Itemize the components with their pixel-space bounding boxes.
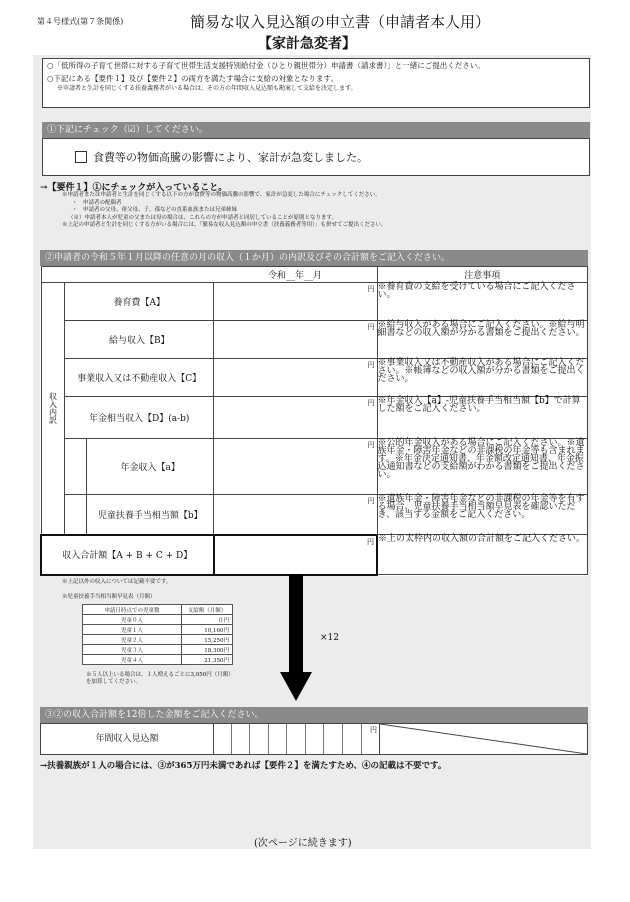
- reference-cell: 児童３人: [83, 645, 182, 655]
- row-label-total: 収入合計額【A + B + C + D】: [41, 535, 214, 575]
- yen-unit: 円: [367, 537, 375, 546]
- yen-unit: 円: [367, 441, 375, 449]
- note-pension: ※公的年金収入がある場合にご記入ください。※遺族年金・障害年金などの非課税の年金等も含まれます。※年金決定通知書、年金額改定通知書、年金振込通知書などの支給額がわかる書類をご提出ください。: [377, 439, 587, 495]
- intro-line-2: ○下記にある【要件１】及び【要件２】の両方を満たす場合に支給の対象となります。: [47, 74, 338, 83]
- notes-header: 注意事項: [377, 267, 587, 283]
- row-label-b: 給与収入【B】: [65, 321, 214, 359]
- section3-header: ③②の収入合計額を12倍した金額をご記入ください。: [40, 707, 588, 723]
- row-label-allowance: 児童扶養手当相当額【b】: [87, 495, 214, 535]
- amount-c-input[interactable]: [214, 359, 378, 397]
- intro-line-3: ※申請者と生計を同じくする扶養義務者がいる場合は、その方の年間収入見込額も勘案して支給を決定します。: [57, 85, 357, 92]
- note-c: ※事業収入又は不動産収入がある場合にご記入ください。※帳簿などの収入額が分かる書類をご提出ください。: [377, 359, 587, 397]
- row-label-pension: 年金収入【a】: [87, 439, 214, 495]
- amount-pension-input[interactable]: [214, 439, 378, 495]
- annual-income-label: 年間収入見込額: [41, 724, 214, 754]
- amount-b-input[interactable]: [214, 321, 378, 359]
- intro-box: [42, 58, 590, 108]
- section2-footnote: ※上記以外の収入については記載不要です。: [62, 579, 172, 585]
- note-a: ※養育費の支給を受けている場合にご記入ください。: [377, 283, 587, 321]
- reference-header: 支給額（月額）: [182, 605, 233, 615]
- continued-note: (次ページに続きます): [254, 838, 352, 849]
- section1-note: ・ 申請者の配偶者: [72, 199, 122, 206]
- yen-unit: 円: [370, 726, 377, 734]
- requirement1-text: →【要件１】①にチェックが入っていること。: [40, 183, 228, 193]
- yen-unit: 円: [367, 497, 375, 505]
- section1-header: ①下記にチェック（☑）してください。: [42, 122, 590, 138]
- row-label-d: 年金相当収入【D】(a-b): [65, 397, 214, 439]
- amount-allowance-input[interactable]: [214, 495, 378, 535]
- form-number: 第４号様式(第７条関係): [37, 17, 124, 26]
- intro-line-1: ○「低所得の子育て世帯に対する子育て世帯生活支援特別給付金（ひとり親世帯分）申請書（請求書）」と一緒にご提出ください。: [47, 61, 485, 70]
- section1-box: [42, 138, 590, 176]
- annual-income-input[interactable]: [213, 724, 380, 754]
- reference-note: ※５人以上いる場合は、１人増えるごとに3,050円（月額）を加算してください。: [86, 672, 234, 685]
- section1-note: ※上記の申請者と生計を同じくする方がいる場合には、「簡易な収入見込額の申立書（扶養義務者等用）」も併せてご提出ください。: [62, 222, 387, 228]
- note-allowance: ※遺族年金・障害年金などの非課税の年金等を有する場合、児童扶養手当相当額早見表を確認いただき、該当する金額をご記入ください。: [377, 495, 587, 535]
- page-title: 簡易な収入見込額の申立書（申請者本人用）: [190, 13, 491, 31]
- reference-table: [82, 604, 233, 665]
- note-total: ※上の太枠内の収入額の合計額をご記入ください。: [377, 535, 587, 575]
- reference-cell: 児童４人: [83, 655, 182, 665]
- amount-total-input[interactable]: [214, 535, 378, 575]
- note-b: ※給与収入がある場合にご記入ください。※給与明細書などの収入額が分かる書類をご提出ください。: [377, 321, 587, 359]
- income-breakdown-label: 収入内訳: [41, 283, 65, 535]
- reference-cell: 児童０人: [83, 615, 182, 625]
- section1-note: （※）申請者本人が児童の父または母の場合は、これらの方が申請者と同居していることが原則となります。: [68, 214, 338, 221]
- yen-unit: 円: [367, 399, 375, 407]
- section1-note: ※申請者または申請者と生計を同じくする以下の方が食費等の物価高騰の影響で、家計が急変した場合にチェックしてください。: [62, 192, 381, 198]
- down-arrow-icon: [280, 574, 312, 702]
- month-label: 令和__年__月: [214, 267, 378, 283]
- reference-cell: 15,250円: [182, 635, 233, 645]
- reference-cell: 18,300円: [182, 645, 233, 655]
- reference-header: 申請日時点での児童数: [83, 605, 182, 615]
- reference-cell: 児童１人: [83, 625, 182, 635]
- section1-note: ・ 申請者の父母、祖父母、子、孫などの直系血族または兄弟姉妹: [72, 207, 238, 213]
- section3-box: [40, 723, 588, 755]
- yen-unit: 円: [367, 285, 375, 293]
- hardship-checkbox-label: 食費等の物価高騰の影響により、家計が急変しました。: [93, 151, 368, 164]
- diagonal-strike: [380, 724, 587, 754]
- hardship-checkbox[interactable]: [75, 151, 87, 163]
- section1-notes: [62, 192, 587, 230]
- page-subtitle: 【家計急変者】: [258, 36, 356, 52]
- row-label-a: 養育費【A】: [65, 283, 214, 321]
- amount-a-input[interactable]: [214, 283, 378, 321]
- yen-unit: 円: [367, 323, 375, 331]
- reference-title: ※児童扶養手当相当額早見表（月額）: [62, 594, 156, 600]
- row-label-c: 事業収入又は不動産収入【C】: [65, 359, 214, 397]
- reference-cell: 児童２人: [83, 635, 182, 645]
- multiplier-label: ×12: [320, 633, 339, 643]
- reference-cell: ０円: [182, 615, 233, 625]
- reference-cell: 10,160円: [182, 625, 233, 635]
- section2-header: ②申請者の令和５年１月以降の任意の月の収入（１か月）の内訳及びその合計額をご記入ください。: [40, 250, 588, 266]
- note-d: ※年金収入【a】-児童扶養手当相当額【b】で計算した額をご記入ください。: [377, 397, 587, 439]
- yen-unit: 円: [367, 361, 375, 369]
- amount-d-input[interactable]: [214, 397, 378, 439]
- reference-cell: 21,350円: [182, 655, 233, 665]
- income-table: [40, 266, 588, 576]
- requirement2-text: →扶養親族が１人の場合には、③が365万円未満であれば【要件２】を満たすため、④の記載は不要です。: [40, 761, 447, 771]
